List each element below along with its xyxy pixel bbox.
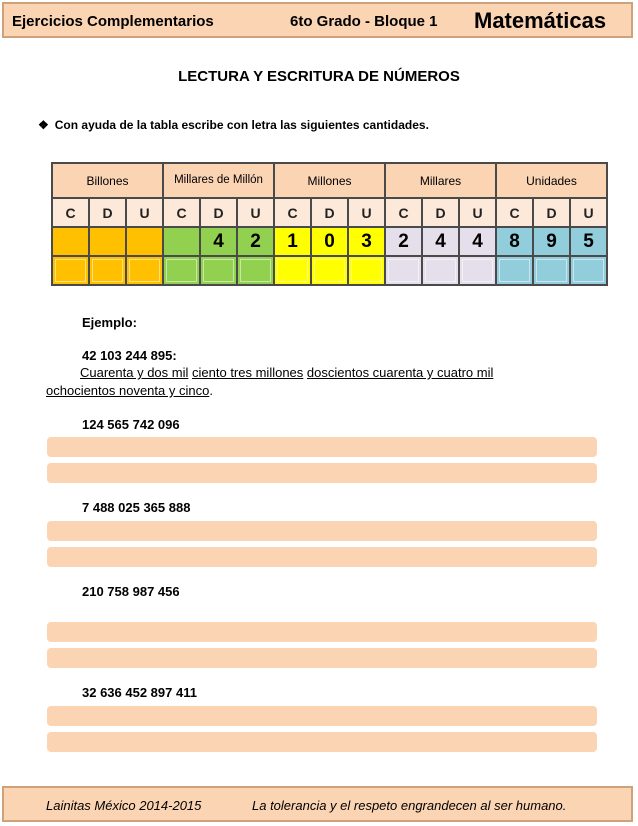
- answer-line-1b[interactable]: [47, 463, 597, 483]
- empty-cell: [200, 256, 237, 285]
- example-answer: [46, 364, 566, 400]
- answer-line-3a[interactable]: [47, 622, 597, 642]
- empty-row: [52, 256, 607, 285]
- digit-cell: 8: [496, 227, 533, 256]
- page-title: LECTURA Y ESCRITURA DE NÚMEROS: [178, 68, 460, 85]
- example-part-3: doscientos cuarenta y cuatro mil: [306, 365, 494, 380]
- empty-cell: [459, 256, 496, 285]
- example-number: 42 103 244 895:: [82, 348, 177, 363]
- place-label: D: [533, 198, 570, 227]
- empty-cell: [533, 256, 570, 285]
- page-header: [2, 2, 633, 38]
- digit-cell: 4: [200, 227, 237, 256]
- digit-cell: 3: [348, 227, 385, 256]
- empty-cell: [385, 256, 422, 285]
- digit-cell: 5: [570, 227, 607, 256]
- empty-cell: [89, 256, 126, 285]
- place-label: D: [200, 198, 237, 227]
- digit-cell: [126, 227, 163, 256]
- empty-cell: [496, 256, 533, 285]
- footer-credit: Lainitas México 2014-2015: [46, 798, 202, 813]
- instruction-text: Con ayuda de la tabla escribe con letra las siguientes cantidades.: [54, 118, 429, 132]
- header-subject: Matemáticas: [474, 8, 607, 33]
- empty-cell: [52, 256, 89, 285]
- place-label: U: [126, 198, 163, 227]
- place-value-table: [51, 162, 608, 286]
- digit-cell: [89, 227, 126, 256]
- place-label: C: [163, 198, 200, 227]
- question-number-1: 124 565 742 096: [82, 417, 180, 432]
- question-number-3: 210 758 987 456: [82, 584, 180, 599]
- digit-cell: [52, 227, 89, 256]
- place-label: D: [89, 198, 126, 227]
- empty-cell: [422, 256, 459, 285]
- header-subject-title: Ejercicios Complementarios: [12, 13, 214, 30]
- group-millones: Millones: [274, 163, 385, 198]
- page-footer: [2, 786, 633, 822]
- question-number-4: 32 636 452 897 411: [82, 685, 197, 700]
- place-label: D: [311, 198, 348, 227]
- answer-line-2b[interactable]: [47, 547, 597, 567]
- empty-cell: [126, 256, 163, 285]
- group-unidades: Unidades: [496, 163, 607, 198]
- place-label: C: [496, 198, 533, 227]
- empty-cell: [163, 256, 200, 285]
- group-millares-de-millon: Millares de Millón: [163, 163, 274, 198]
- answer-line-3b[interactable]: [47, 648, 597, 668]
- empty-cell: [311, 256, 348, 285]
- place-label: D: [422, 198, 459, 227]
- example-part-4: ochocientos noventa y cinco: [46, 383, 210, 398]
- empty-cell: [237, 256, 274, 285]
- place-label: U: [348, 198, 385, 227]
- header-grade-block: 6to Grado - Bloque 1: [290, 13, 438, 30]
- example-period: .: [209, 383, 213, 398]
- answer-line-4a[interactable]: [47, 706, 597, 726]
- digit-cell: 2: [237, 227, 274, 256]
- digit-cell: 9: [533, 227, 570, 256]
- example-label: Ejemplo:: [82, 315, 137, 330]
- instruction: [38, 118, 429, 132]
- empty-cell: [348, 256, 385, 285]
- place-label: U: [237, 198, 274, 227]
- question-number-2: 7 488 025 365 888: [82, 500, 191, 515]
- answer-line-2a[interactable]: [47, 521, 597, 541]
- digit-cell: 4: [459, 227, 496, 256]
- digit-row: [52, 227, 607, 256]
- answer-line-1a[interactable]: [47, 437, 597, 457]
- digit-cell: 2: [385, 227, 422, 256]
- place-label-row: [52, 198, 607, 227]
- place-label: C: [385, 198, 422, 227]
- place-label: C: [52, 198, 89, 227]
- group-billones: Billones: [52, 163, 163, 198]
- example-part-1: Cuarenta y dos mil: [80, 365, 189, 380]
- digit-cell: [163, 227, 200, 256]
- empty-cell: [274, 256, 311, 285]
- digit-cell: 4: [422, 227, 459, 256]
- diamond-bullet-icon: ❖: [38, 118, 49, 132]
- place-label: U: [570, 198, 607, 227]
- group-millares: Millares: [385, 163, 496, 198]
- place-label: C: [274, 198, 311, 227]
- place-label: U: [459, 198, 496, 227]
- digit-cell: 1: [274, 227, 311, 256]
- digit-cell: 0: [311, 227, 348, 256]
- example-part-2: ciento tres millones: [192, 365, 304, 380]
- empty-cell: [570, 256, 607, 285]
- footer-motto: La tolerancia y el respeto engrandecen al ser humano.: [252, 798, 567, 813]
- answer-line-4b[interactable]: [47, 732, 597, 752]
- group-header-row: [52, 163, 607, 198]
